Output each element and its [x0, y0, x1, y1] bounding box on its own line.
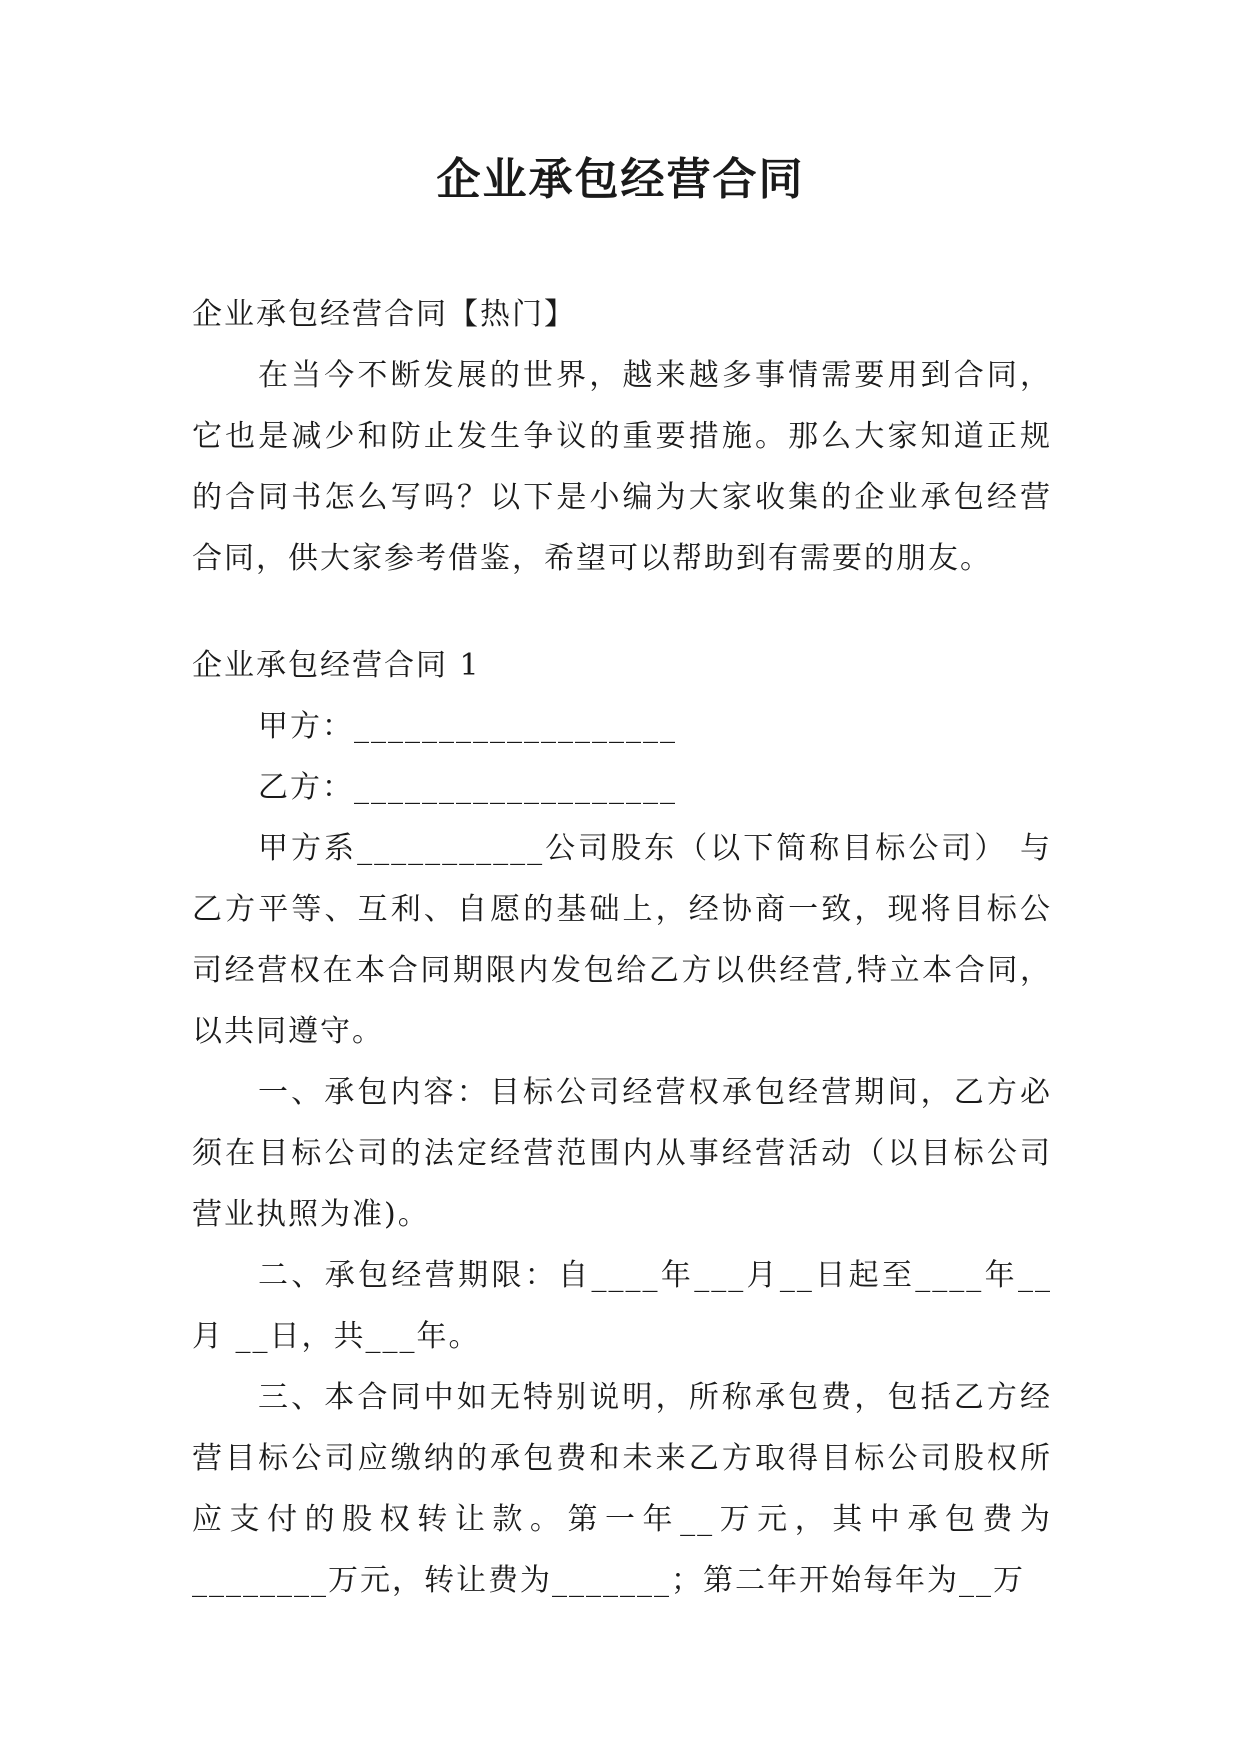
party-b-line: 乙方：___________________: [258, 770, 677, 805]
document-subtitle: 企业承包经营合同【热门】: [192, 297, 576, 332]
clause-2-paragraph: 二、承包经营期限：自____年___月__日起至____年__月 __日，共___年。: [192, 1258, 1052, 1354]
contract-section: [192, 635, 1052, 1611]
preamble-paragraph: 甲方系___________公司股东（以下简称目标公司） 与乙方平等、互利、自愿的基础上，经协商一致，现将目标公司经营权在本合同期限内发包给乙方以供经营,特立本合同，以共同遵守。: [192, 831, 1052, 1049]
document-title: 企业承包经营合同: [436, 154, 805, 205]
intro-paragraph: 在当今不断发展的世界，越来越多事情需要用到合同，它也是减少和防止发生争议的重要措施。那么大家知道正规的合同书怎么写吗？以下是小编为大家收集的企业承包经营合同，供大家参考借鉴，希望可以帮助到有需要的朋友。: [192, 358, 1052, 576]
intro-section: [192, 284, 1052, 589]
clause-1-paragraph: 一、承包内容：目标公司经营权承包经营期间，乙方必须在目标公司的法定经营范围内从事经营活动（以目标公司营业执照为准)。: [192, 1075, 1052, 1232]
party-a-line: 甲方：___________________: [258, 709, 677, 744]
clause-3-paragraph: 三、本合同中如无特别说明，所称承包费，包括乙方经营目标公司应缴纳的承包费和未来乙方取得目标公司股权所应支付的股权转让款。第一年__万元，其中承包费为________万元，转让费为_______；第二年开始每年为__万: [192, 1380, 1052, 1598]
contract-heading: 企业承包经营合同 1: [192, 648, 481, 683]
